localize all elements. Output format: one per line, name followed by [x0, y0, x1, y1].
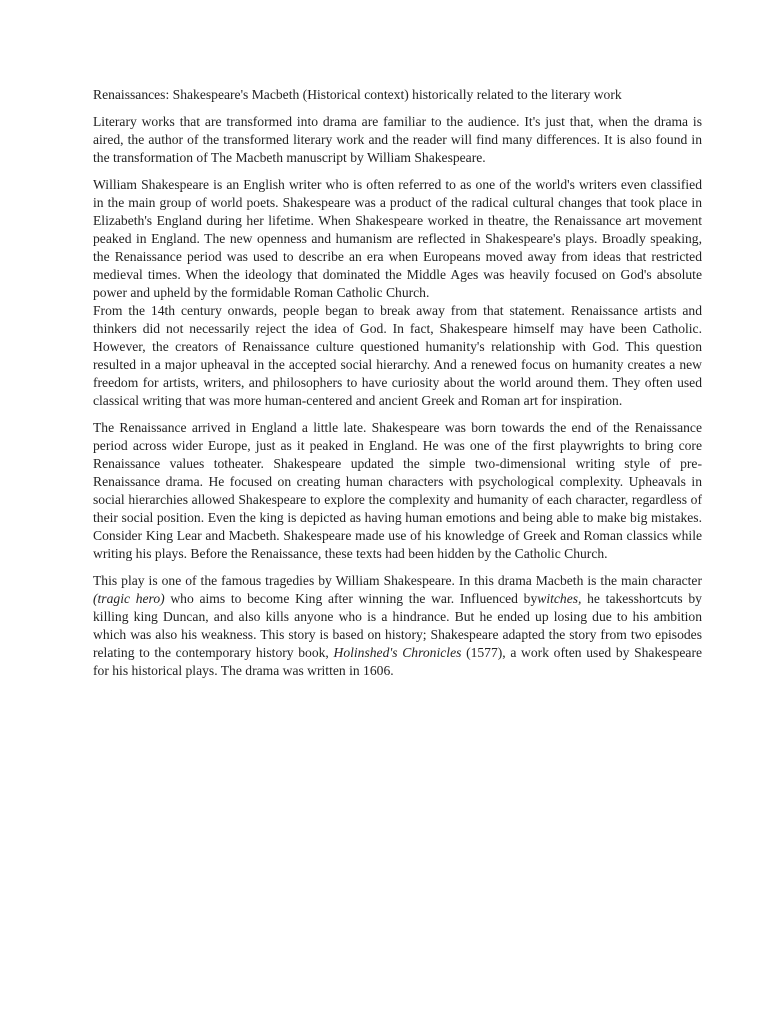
- paragraph-intro: Literary works that are transformed into drama are familiar to the audience. It's just that, when the drama is aired, the author of the transformed literary work and the reader will find many differences. It is also found in the transformation of The Macbeth manuscript by William Shakespeare.: [93, 114, 702, 165]
- paragraph-14th-century: From the 14th century onwards, people began to break away from that statement. Renaissance artists and thinkers did not necessarily reject the idea of God. In fact, Shakespeare himself may have been Catholic. However, the creators of Renaissance culture questioned humanity's relationship with God. This question resulted in a major upheaval in the accepted social hierarchy. And a renewed focus on humanity creates a new freedom for artists, writers, and philosophers to have curiosity about the world around them. They often used classical writing that was more human-centered and ancient Greek and Roman art for inspiration.: [93, 303, 702, 408]
- paragraph-macbeth-text-c: who aims to become King after winning the war. Influenced by: [164, 591, 538, 606]
- paragraph-renaissance-england: The Renaissance arrived in England a little late. Shakespeare was born towards the end of the Renaissance period across wider Europe, just as it peaked in England. He was one of the first playwrights to bring core Renaissance values totheater. Shakespeare updated the simple two-dimensional writing style of pre-Renaissance drama. He focused on creating human characters with psychological complexity. Upheavals in social hierarchies allowed Shakespeare to explore the complexity and humanity of each character, regardless of their social position. Even the king is depicted as having human emotions and being able to make big mistakes. Consider King Lear and Macbeth. Shakespeare made use of his knowledge of Greek and Roman classics while writing his plays. Before the Renaissance, these texts had been hidden by the Catholic Church.: [93, 420, 702, 561]
- witches-italic: witches,: [537, 591, 582, 606]
- tragic-hero-italic: (tragic hero): [93, 591, 165, 606]
- document-title: Renaissances: Shakespeare's Macbeth (Historical context) historically related to the literary work: [93, 87, 622, 102]
- paragraph-macbeth-play: [93, 572, 702, 680]
- paragraph-macbeth-text-g: (1577), a work often used by Shakespeare for his historical plays. The drama was written in 1606.: [93, 645, 703, 678]
- holinsheds-chronicles-italic: Holinshed's Chronicles: [333, 645, 462, 660]
- paragraph-macbeth-text-a: This play is one of the famous tragedies by William Shakespeare. In this drama Macbeth is the main character: [93, 573, 702, 588]
- paragraph-macbeth-text-e: he takesshortcuts by killing king Duncan, and also kills anyone who is a hindrance. But he ended up losing due to his ambition which was also his weakness. This story is based on history; Shakespeare adapted the story from two episodes relating to the contemporary history book,: [93, 591, 702, 660]
- paragraph-shakespeare: William Shakespeare is an English writer who is often referred to as one of the world's writers even classified in the main group of world poets. Shakespeare was a product of the radical cultural changes that took place in Elizabeth's England during her lifetime. When Shakespeare worked in theatre, the Renaissance art movement peaked in England. The new openness and humanism are reflected in Shakespeare's plays. Broadly speaking, the Renaissance period was used to describe an era when Europeans moved away from ideas that restricted medieval times. When the ideology that dominated the Middle Ages was heavily focused on God's absolute power and upheld by the formidable Roman Catholic Church.: [93, 177, 702, 300]
- document-page: [93, 86, 702, 689]
